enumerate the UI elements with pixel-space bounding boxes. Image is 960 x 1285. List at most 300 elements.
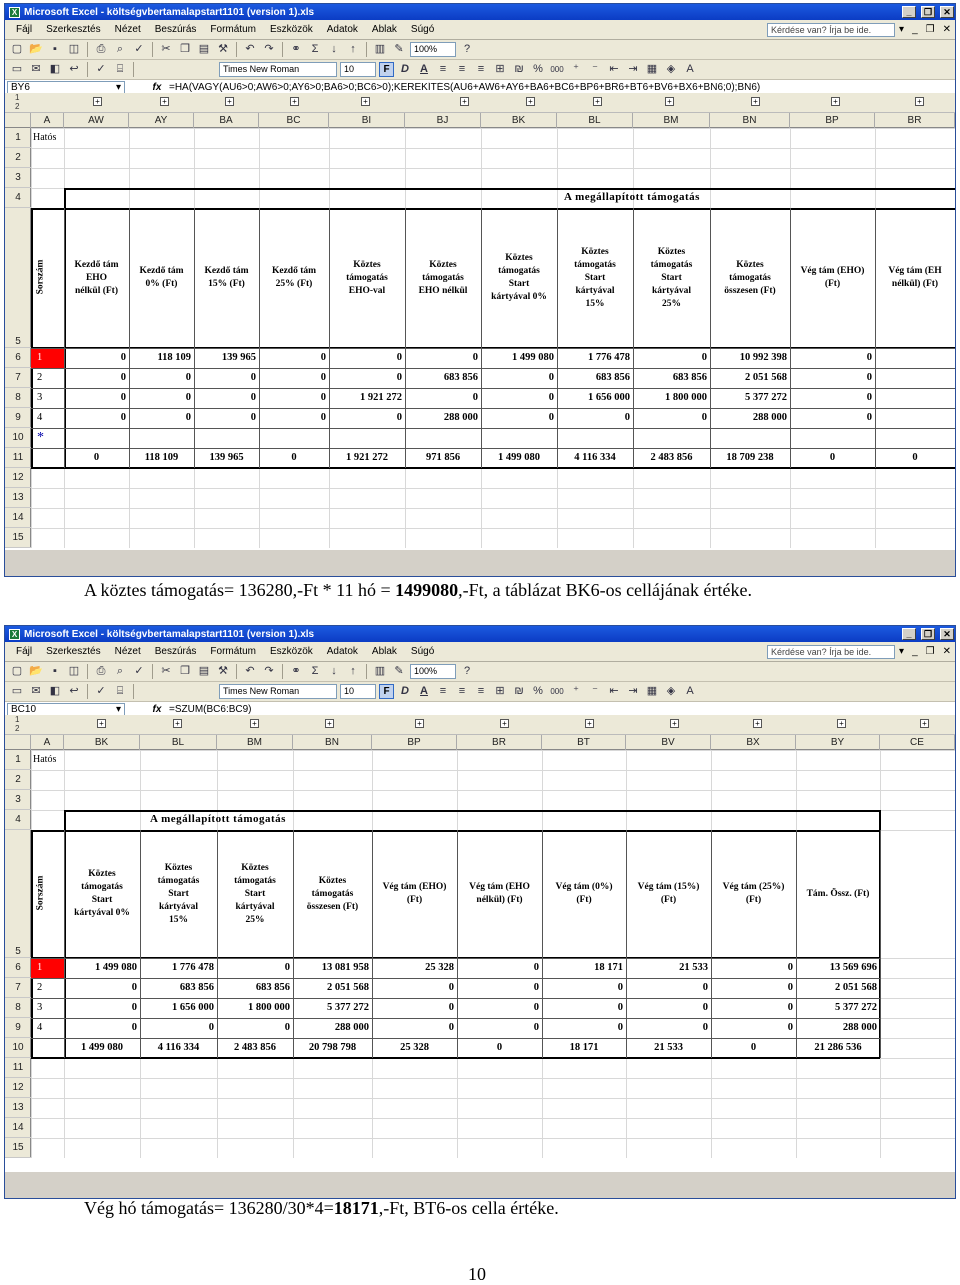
row-index-cell[interactable]: 1 — [37, 962, 43, 973]
copy-icon[interactable]: ❐ — [180, 665, 190, 677]
merge-center-icon[interactable]: ⊞ — [495, 685, 505, 697]
row-header[interactable]: 15 — [5, 1138, 31, 1158]
column-header[interactable]: BL — [140, 735, 217, 750]
data-cell[interactable]: 0 — [120, 392, 126, 403]
cell-a1-label[interactable]: Hatós — [33, 754, 57, 765]
column-header[interactable]: BP — [372, 735, 457, 750]
data-cell[interactable]: 0 — [448, 1002, 454, 1013]
menu-item-8[interactable]: Súgó — [410, 646, 435, 657]
currency-icon[interactable]: ₪ — [514, 685, 524, 697]
data-cell[interactable]: 0 — [250, 392, 256, 403]
data-cell[interactable]: 0 — [131, 1002, 137, 1013]
bold-button[interactable]: F — [379, 62, 394, 77]
outline-level-2[interactable]: 2 — [15, 724, 20, 733]
column-header[interactable]: BI — [329, 113, 405, 128]
menu-item-1[interactable]: Szerkesztés — [46, 24, 101, 35]
cell-a1-label[interactable]: Hatós — [33, 132, 57, 143]
new-icon[interactable]: ▢ — [11, 665, 23, 677]
data-cell[interactable]: 5 377 272 — [835, 1002, 877, 1013]
mail-icon[interactable]: ✉ — [31, 685, 41, 697]
data-cell[interactable]: 0 — [787, 962, 793, 973]
menu-item-6[interactable]: Adatok — [326, 646, 358, 657]
data-cell[interactable]: 5 377 272 — [745, 392, 787, 403]
outline-expand-button[interactable]: + — [361, 97, 370, 106]
menu-item-5[interactable]: Eszközök — [269, 646, 313, 657]
total-cell[interactable]: 0 — [496, 1042, 503, 1053]
data-cell[interactable]: 0 — [701, 412, 707, 423]
row-header[interactable]: 10 — [5, 1038, 31, 1058]
total-cell[interactable]: 0 — [829, 452, 836, 463]
column-header[interactable]: AY — [129, 113, 194, 128]
row-header[interactable]: 11 — [5, 448, 31, 468]
outline-expand-button[interactable]: + — [225, 97, 234, 106]
outline-expand-button[interactable]: + — [751, 97, 760, 106]
row-index-cell[interactable]: 4 — [37, 1022, 43, 1033]
undo-icon[interactable]: ↶ — [245, 43, 255, 55]
data-cell[interactable]: 0 — [250, 412, 256, 423]
total-cell[interactable]: 18 709 238 — [726, 452, 774, 463]
data-cell[interactable]: 0 — [320, 392, 326, 403]
data-cell[interactable]: 0 — [472, 392, 478, 403]
data-cell[interactable]: 0 — [866, 352, 872, 363]
column-header[interactable]: BN — [710, 113, 790, 128]
data-cell[interactable]: 0 — [624, 412, 630, 423]
menu-item-1[interactable]: Szerkesztés — [46, 646, 101, 657]
column-header[interactable]: BJ — [405, 113, 481, 128]
sort-desc-icon[interactable]: ↑ — [350, 43, 356, 55]
data-cell[interactable]: 0 — [320, 412, 326, 423]
data-cell[interactable]: 0 — [866, 372, 872, 383]
data-cell[interactable]: 683 856 — [672, 372, 707, 383]
thousands-icon[interactable]: 000 — [550, 687, 564, 696]
help-search-input[interactable]: Kérdése van? Írja be ide. — [767, 23, 895, 37]
outline-level-1[interactable]: 1 — [15, 93, 20, 102]
data-cell[interactable]: 0 — [208, 1022, 214, 1033]
autosum-icon[interactable]: Σ — [311, 665, 319, 677]
outline-expand-button[interactable]: + — [753, 719, 762, 728]
data-cell[interactable]: 0 — [702, 1022, 708, 1033]
row-header[interactable]: 8 — [5, 388, 31, 408]
row-header[interactable]: 11 — [5, 1058, 31, 1078]
outline-expand-button[interactable]: + — [593, 97, 602, 106]
data-cell[interactable]: 0 — [702, 982, 708, 993]
undo-icon[interactable]: ↶ — [245, 665, 255, 677]
cut-icon[interactable]: ✂ — [161, 665, 171, 677]
data-cell[interactable]: 18 171 — [594, 962, 623, 973]
total-cell[interactable]: 25 328 — [400, 1042, 429, 1053]
data-cell[interactable]: 0 — [396, 372, 402, 383]
row-index-cell[interactable]: 4 — [37, 412, 43, 423]
data-cell[interactable]: 683 856 — [255, 982, 290, 993]
mail-icon[interactable]: ✉ — [31, 63, 41, 75]
permission-icon[interactable]: ◫ — [68, 43, 80, 55]
copy-icon[interactable]: ❐ — [180, 43, 190, 55]
data-cell[interactable]: 0 — [284, 962, 290, 973]
data-cell[interactable]: 288 000 — [752, 412, 787, 423]
total-cell[interactable]: 4 116 334 — [574, 452, 616, 463]
total-cell[interactable]: 0 — [912, 452, 918, 463]
restore-button[interactable]: ❐ — [921, 6, 935, 18]
data-cell[interactable]: 0 — [617, 1002, 623, 1013]
total-cell[interactable]: 139 965 — [209, 452, 244, 463]
outline-expand-button[interactable]: + — [500, 719, 509, 728]
review-icon[interactable]: ◧ — [49, 685, 61, 697]
data-cell[interactable]: 0 — [448, 1022, 454, 1033]
column-header[interactable]: BM — [217, 735, 293, 750]
hyperlink-icon[interactable]: ⚭ — [291, 43, 301, 55]
permission-icon[interactable]: ◫ — [68, 665, 80, 677]
menu-item-0[interactable]: Fájl — [16, 646, 33, 657]
borders-icon[interactable]: ▦ — [646, 63, 658, 75]
outline-expand-button[interactable]: + — [415, 719, 424, 728]
align-left-icon[interactable]: ≡ — [439, 63, 447, 75]
total-cell[interactable]: 1 499 080 — [498, 452, 540, 463]
row-header[interactable]: 7 — [5, 368, 31, 388]
close-button[interactable]: ✕ — [940, 6, 954, 18]
thousands-icon[interactable]: 000 — [550, 65, 564, 74]
drawing-icon[interactable]: ✎ — [394, 43, 404, 55]
data-cell[interactable]: 288 000 — [334, 1022, 369, 1033]
row-header[interactable]: 12 — [5, 1078, 31, 1098]
increase-decimal-icon[interactable]: ⁺ — [573, 63, 579, 75]
data-cell[interactable]: 0 — [472, 352, 478, 363]
total-cell[interactable]: 20 798 798 — [308, 1042, 357, 1053]
outline-expand-button[interactable]: + — [837, 719, 846, 728]
doc-restore-button[interactable]: ❐ — [925, 24, 935, 35]
total-cell[interactable]: 18 171 — [569, 1042, 599, 1053]
row-header[interactable]: 5 — [5, 208, 31, 348]
data-cell[interactable]: 1 921 272 — [360, 392, 402, 403]
column-header[interactable]: BC — [259, 113, 329, 128]
reply-icon[interactable]: ↩ — [69, 685, 79, 697]
data-cell[interactable]: 0 — [701, 352, 707, 363]
sort-desc-icon[interactable]: ↑ — [350, 665, 356, 677]
column-header[interactable]: BK — [64, 735, 140, 750]
doc-restore-button[interactable]: ❐ — [925, 646, 935, 657]
open-icon[interactable]: 📂 — [29, 665, 43, 677]
align-right-icon[interactable]: ≡ — [477, 685, 485, 697]
data-cell[interactable]: 1 656 000 — [172, 1002, 214, 1013]
row-header[interactable]: 3 — [5, 168, 31, 188]
select-all-corner[interactable] — [5, 113, 31, 128]
menu-item-7[interactable]: Ablak — [371, 24, 397, 35]
data-cell[interactable]: 139 965 — [221, 352, 256, 363]
data-cell[interactable]: 0 — [533, 1002, 539, 1013]
column-header[interactable]: BV — [626, 735, 711, 750]
data-cell[interactable]: 13 081 958 — [321, 962, 369, 973]
fill-color-icon[interactable]: ◈ — [666, 685, 676, 697]
data-cell[interactable]: 0 — [185, 412, 191, 423]
reply-icon[interactable]: ↩ — [69, 63, 79, 75]
doc-close-button[interactable]: ✕ — [942, 646, 951, 657]
fx-icon[interactable]: fx — [152, 704, 162, 715]
total-cell[interactable]: 21 286 536 — [814, 1042, 862, 1053]
outline-expand-button[interactable]: + — [831, 97, 840, 106]
fx-icon[interactable]: fx — [152, 82, 162, 93]
menu-item-3[interactable]: Beszúrás — [154, 24, 197, 35]
zoom-combo[interactable]: 100% — [410, 42, 456, 57]
help-search-input[interactable]: Kérdése van? Írja be ide. — [767, 645, 895, 659]
outline-expand-button[interactable]: + — [93, 97, 102, 106]
chart-icon[interactable]: ▥ — [374, 665, 386, 677]
data-cell[interactable]: 288 000 — [443, 412, 478, 423]
print-icon[interactable]: ⎙ — [96, 665, 106, 677]
zoom-combo[interactable]: 100% — [410, 664, 456, 679]
font-name-combo[interactable]: Times New Roman — [219, 62, 337, 77]
data-cell[interactable]: 0 — [866, 412, 872, 423]
data-cell[interactable]: 1 776 478 — [588, 352, 630, 363]
italic-button[interactable]: D — [401, 685, 409, 697]
menu-item-7[interactable]: Ablak — [371, 646, 397, 657]
data-cell[interactable]: 0 — [120, 412, 126, 423]
data-cell[interactable]: 5 377 272 — [327, 1002, 369, 1013]
data-cell[interactable]: 0 — [787, 1022, 793, 1033]
menu-item-2[interactable]: Nézet — [114, 24, 141, 35]
redo-icon[interactable]: ↷ — [264, 665, 274, 677]
new-icon[interactable]: ▢ — [11, 43, 23, 55]
format-painter-icon[interactable]: ⚒ — [218, 43, 228, 55]
data-cell[interactable]: 0 — [396, 412, 402, 423]
decrease-indent-icon[interactable]: ⇤ — [609, 63, 619, 75]
help-dropdown-icon[interactable]: ▾ — [899, 646, 905, 657]
spelling-icon[interactable]: ✓ — [134, 43, 144, 55]
borders-icon[interactable]: ▦ — [646, 685, 658, 697]
data-cell[interactable]: 2 051 568 — [745, 372, 787, 383]
percent-icon[interactable]: % — [533, 685, 543, 697]
row-header[interactable]: 10 — [5, 428, 31, 448]
save-icon[interactable]: ▪ — [53, 665, 57, 677]
menu-item-6[interactable]: Adatok — [326, 24, 358, 35]
column-header[interactable]: BT — [542, 735, 626, 750]
total-cell[interactable]: 2 483 856 — [234, 1042, 276, 1053]
print-preview-icon[interactable]: ⌕ — [116, 665, 124, 677]
row-header[interactable]: 2 — [5, 148, 31, 168]
data-cell[interactable]: 0 — [787, 1002, 793, 1013]
row-header[interactable]: 13 — [5, 488, 31, 508]
data-cell[interactable]: 0 — [396, 352, 402, 363]
data-cell[interactable]: 21 533 — [679, 962, 708, 973]
outline-expand-button[interactable]: + — [160, 97, 169, 106]
minimize-button[interactable]: _ — [902, 628, 916, 640]
data-cell[interactable]: 0 — [787, 982, 793, 993]
fill-color-icon[interactable]: ◈ — [666, 63, 676, 75]
total-cell[interactable]: 2 483 856 — [650, 452, 693, 463]
folder-icon[interactable]: ▭ — [11, 685, 23, 697]
format-painter-icon[interactable]: ⚒ — [218, 665, 228, 677]
formula-input[interactable]: =SZUM(BC6:BC9) — [169, 704, 252, 715]
column-header[interactable]: BK — [481, 113, 557, 128]
row-index-cell[interactable]: 2 — [37, 372, 43, 383]
menu-item-4[interactable]: Formátum — [210, 646, 256, 657]
data-cell[interactable]: 2 051 568 — [327, 982, 369, 993]
minimize-button[interactable]: _ — [902, 6, 916, 18]
data-cell[interactable]: 0 — [617, 982, 623, 993]
column-header[interactable]: BY — [796, 735, 880, 750]
column-header[interactable]: BN — [293, 735, 372, 750]
row-header[interactable]: 12 — [5, 468, 31, 488]
sort-asc-icon[interactable]: ↓ — [331, 665, 337, 677]
chart-icon[interactable]: ▥ — [374, 43, 386, 55]
data-cell[interactable]: 0 — [120, 372, 126, 383]
help-dropdown-icon[interactable]: ▾ — [899, 24, 905, 35]
increase-indent-icon[interactable]: ⇥ — [628, 685, 638, 697]
data-cell[interactable]: 683 856 — [443, 372, 478, 383]
menu-item-2[interactable]: Nézet — [114, 646, 141, 657]
drawing-icon[interactable]: ✎ — [394, 665, 404, 677]
data-cell[interactable]: 1 800 000 — [665, 392, 707, 403]
outline-expand-button[interactable]: + — [250, 719, 259, 728]
data-cell[interactable]: 0 — [131, 1022, 137, 1033]
doc-minimize-button[interactable]: _ — [912, 24, 918, 35]
spell-icon[interactable]: ✓ — [96, 63, 106, 75]
total-cell[interactable]: 0 — [93, 452, 100, 463]
autosum-icon[interactable]: Σ — [311, 43, 319, 55]
align-center-icon[interactable]: ≡ — [458, 685, 466, 697]
row-header[interactable]: 9 — [5, 408, 31, 428]
data-cell[interactable]: 0 — [284, 1022, 290, 1033]
increase-indent-icon[interactable]: ⇥ — [628, 63, 638, 75]
currency-icon[interactable]: ₪ — [514, 63, 524, 75]
total-cell[interactable]: 21 533 — [654, 1042, 683, 1053]
row-index-cell[interactable]: 3 — [37, 1002, 43, 1013]
column-header[interactable]: BX — [711, 735, 796, 750]
row-header[interactable]: 13 — [5, 1098, 31, 1118]
row-header[interactable]: 1 — [5, 128, 31, 148]
merge-center-icon[interactable]: ⊞ — [495, 63, 505, 75]
restore-button[interactable]: ❐ — [921, 628, 935, 640]
data-cell[interactable]: 0 — [548, 392, 554, 403]
data-cell[interactable]: 118 109 — [157, 352, 191, 363]
data-cell[interactable]: 0 — [702, 1002, 708, 1013]
cut-icon[interactable]: ✂ — [161, 43, 171, 55]
formula-input[interactable]: =HA(VAGY(AU6>0;AW6>0;AY6>0;BA6>0;BC6>0);KEREKÍTÉS(AU6+AW6+AY6+BA6+BC6+BP6+BR6+BT6+BV6+BX6+BN6;0);BN6) — [169, 82, 761, 93]
font-color-icon[interactable]: A — [686, 63, 694, 75]
data-cell[interactable]: 1 499 080 — [95, 962, 137, 973]
outline-expand-button[interactable]: + — [670, 719, 679, 728]
review-icon[interactable]: ◧ — [49, 63, 61, 75]
font-name-combo[interactable]: Times New Roman — [219, 684, 337, 699]
column-header[interactable]: A — [31, 113, 64, 128]
outline-level-2[interactable]: 2 — [15, 102, 20, 111]
name-box-dropdown-icon[interactable]: ▾ — [115, 81, 121, 93]
data-cell[interactable]: 0 — [250, 372, 256, 383]
row-header[interactable]: 5 — [5, 830, 31, 958]
menu-item-4[interactable]: Formátum — [210, 24, 256, 35]
outline-expand-button[interactable]: + — [97, 719, 106, 728]
decrease-decimal-icon[interactable]: ⁻ — [592, 685, 598, 697]
column-header[interactable]: BR — [457, 735, 542, 750]
row-header[interactable]: 4 — [5, 810, 31, 830]
data-cell[interactable]: 0 — [533, 1022, 539, 1033]
redo-icon[interactable]: ↷ — [264, 43, 274, 55]
data-cell[interactable]: 0 — [866, 392, 872, 403]
data-cell[interactable]: 1 499 080 — [512, 352, 554, 363]
font-size-combo[interactable]: 10 — [340, 62, 376, 77]
menu-item-8[interactable]: Súgó — [410, 24, 435, 35]
open-icon[interactable]: 📂 — [29, 43, 43, 55]
column-header[interactable]: CE — [880, 735, 955, 750]
align-right-icon[interactable]: ≡ — [477, 63, 485, 75]
decrease-indent-icon[interactable]: ⇤ — [609, 685, 619, 697]
row-header[interactable]: 1 — [5, 750, 31, 770]
data-cell[interactable]: 1 656 000 — [588, 392, 630, 403]
data-cell[interactable]: 0 — [548, 412, 554, 423]
row-index-cell[interactable]: 1 — [37, 352, 43, 363]
data-cell[interactable]: 0 — [185, 372, 191, 383]
data-cell[interactable]: 0 — [185, 392, 191, 403]
doc-minimize-button[interactable]: _ — [912, 646, 918, 657]
data-cell[interactable]: 0 — [448, 982, 454, 993]
print-preview-icon[interactable]: ⌕ — [116, 43, 124, 55]
data-cell[interactable]: 0 — [131, 982, 137, 993]
outline-expand-button[interactable]: + — [585, 719, 594, 728]
increase-decimal-icon[interactable]: ⁺ — [573, 685, 579, 697]
research-icon[interactable]: ⌸ — [116, 63, 124, 75]
row-header[interactable]: 8 — [5, 998, 31, 1018]
data-cell[interactable]: 13 569 696 — [829, 962, 877, 973]
data-cell[interactable]: 2 051 568 — [835, 982, 877, 993]
data-cell[interactable]: 1 800 000 — [248, 1002, 290, 1013]
percent-icon[interactable]: % — [533, 63, 543, 75]
data-cell[interactable]: 1 776 478 — [172, 962, 214, 973]
data-cell[interactable]: 10 992 398 — [739, 352, 787, 363]
align-center-icon[interactable]: ≡ — [458, 63, 466, 75]
outline-expand-button[interactable]: + — [325, 719, 334, 728]
outline-expand-button[interactable]: + — [173, 719, 182, 728]
italic-button[interactable]: D — [401, 63, 409, 75]
total-cell[interactable]: 118 109 — [144, 452, 179, 463]
sort-asc-icon[interactable]: ↓ — [331, 43, 337, 55]
align-left-icon[interactable]: ≡ — [439, 685, 447, 697]
data-cell[interactable]: 0 — [548, 372, 554, 383]
row-header[interactable]: 7 — [5, 978, 31, 998]
close-button[interactable]: ✕ — [940, 628, 954, 640]
row-header[interactable]: 6 — [5, 348, 31, 368]
menu-item-5[interactable]: Eszközök — [269, 24, 313, 35]
outline-expand-button[interactable]: + — [290, 97, 299, 106]
row-header[interactable]: 4 — [5, 188, 31, 208]
doc-close-button[interactable]: ✕ — [942, 24, 951, 35]
row-header[interactable]: 15 — [5, 528, 31, 548]
data-cell[interactable]: 0 — [533, 982, 539, 993]
save-icon[interactable]: ▪ — [53, 43, 57, 55]
data-cell[interactable]: 0 — [320, 372, 326, 383]
total-cell[interactable]: 1 921 272 — [346, 452, 388, 463]
total-cell[interactable]: 971 856 — [425, 452, 461, 463]
font-size-combo[interactable]: 10 — [340, 684, 376, 699]
row-header[interactable]: 9 — [5, 1018, 31, 1038]
data-cell[interactable]: 0 — [533, 962, 539, 973]
help-icon[interactable]: ? — [463, 665, 471, 677]
column-header[interactable]: BA — [194, 113, 259, 128]
row-index-cell[interactable]: 2 — [37, 982, 43, 993]
row-index-cell[interactable]: * — [37, 430, 44, 445]
menu-item-0[interactable]: Fájl — [16, 24, 33, 35]
select-all-corner[interactable] — [5, 735, 31, 750]
outline-level-1[interactable]: 1 — [15, 715, 20, 724]
data-cell[interactable]: 288 000 — [842, 1022, 877, 1033]
spelling-icon[interactable]: ✓ — [134, 665, 144, 677]
outline-expand-button[interactable]: + — [460, 97, 469, 106]
outline-expand-button[interactable]: + — [665, 97, 674, 106]
outline-expand-button[interactable]: + — [915, 97, 924, 106]
name-box-dropdown-icon[interactable]: ▾ — [115, 703, 121, 715]
font-color-icon[interactable]: A — [686, 685, 694, 697]
data-cell[interactable]: 0 — [617, 1022, 623, 1033]
column-header[interactable]: BR — [875, 113, 955, 128]
row-header[interactable]: 14 — [5, 508, 31, 528]
total-cell[interactable]: 0 — [750, 1042, 757, 1053]
